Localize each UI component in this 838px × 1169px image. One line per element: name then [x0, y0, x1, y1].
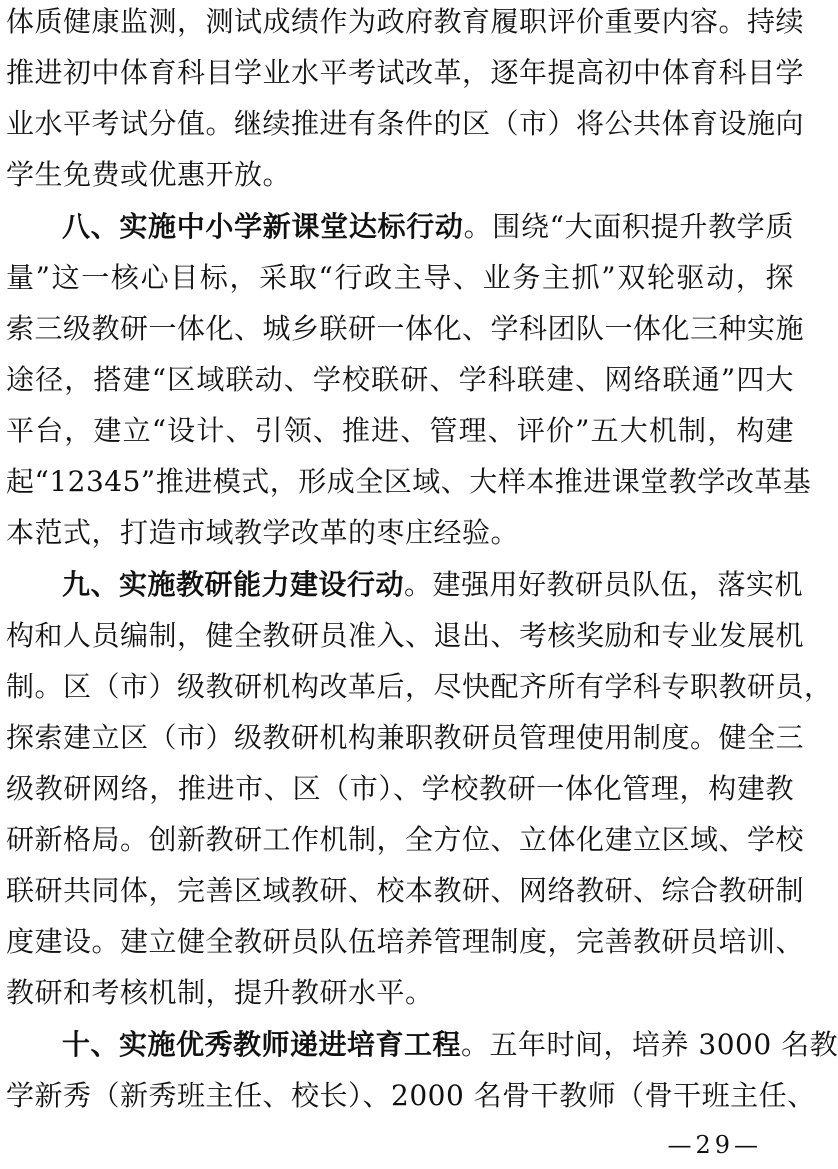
paragraph-line: 途径，搭建“区域联动、学校联研、学科联建、网络联通”四大	[6, 363, 794, 396]
paragraph-text: 。围绕“大面积提升教学质	[463, 210, 794, 243]
paragraph-line: 起“12345”推进模式，形成全区域、大样本推进课堂教学改革基	[6, 465, 812, 498]
page-number: —29—	[667, 1131, 762, 1159]
section-heading-9: 九、实施教研能力建设行动	[62, 568, 405, 601]
section-heading-10: 十、实施优秀教师递进培育工程	[62, 1028, 462, 1061]
paragraph-line: 度建设。建立健全教研员队伍培养管理制度，完善教研员培训、	[6, 925, 805, 958]
paragraph-line: 级教研网络，推进市、区（市）、学校教研一体化管理，构建教	[6, 772, 794, 805]
paragraph-first-line	[62, 1025, 838, 1065]
paragraph-line: 业水平考试分值。继续推进有条件的区（市）将公共体育设施向	[6, 107, 805, 140]
paragraph-line: 探索建立区（市）级教研机构兼职教研员管理使用制度。健全三	[6, 721, 805, 754]
paragraph-line: 研新格局。创新教研工作机制，全方位、立体化建立区域、学校	[6, 823, 805, 856]
paragraph-first-line	[62, 207, 794, 247]
paragraph-first-line	[62, 565, 804, 605]
paragraph-line: 平台，建立“设计、引领、推进、管理、评价”五大机制，构建	[6, 414, 794, 447]
paragraph-line: 索三级教研一体化、城乡联研一体化、学科团队一体化三种实施	[6, 312, 805, 345]
paragraph-text: 。五年时间，培养 3000 名教	[461, 1028, 838, 1061]
paragraph-line: 教研和考核机制，提升教研水平。	[6, 976, 434, 1009]
paragraph-line: 本范式，打造市域教学改革的枣庄经验。	[6, 516, 520, 549]
paragraph-line: 制。区（市）级教研机构改革后，尽快配齐所有学科专职教研员，	[6, 670, 833, 703]
paragraph-line: 体质健康监测，测试成绩作为政府教育履职评价重要内容。持续	[6, 5, 805, 38]
paragraph-line: 学生免费或优惠开放。	[6, 158, 292, 191]
paragraph-text: 。建强用好教研员队伍，落实机	[404, 568, 804, 601]
paragraph-line: 构和人员编制，健全教研员准入、退出、考核奖励和专业发展机	[6, 619, 805, 652]
paragraph-line: 量”这一核心目标，采取“行政主导、业务主抓”双轮驱动，探	[6, 261, 794, 294]
paragraph-line: 推进初中体育科目学业水平考试改革，逐年提高初中体育科目学	[6, 56, 805, 89]
paragraph-line: 学新秀（新秀班主任、校长）、2000 名骨干教师（骨干班主任、	[6, 1079, 816, 1112]
section-heading-8: 八、实施中小学新课堂达标行动	[62, 210, 464, 243]
paragraph-line: 联研共同体，完善区域教研、校本教研、网络教研、综合教研制	[6, 874, 805, 907]
